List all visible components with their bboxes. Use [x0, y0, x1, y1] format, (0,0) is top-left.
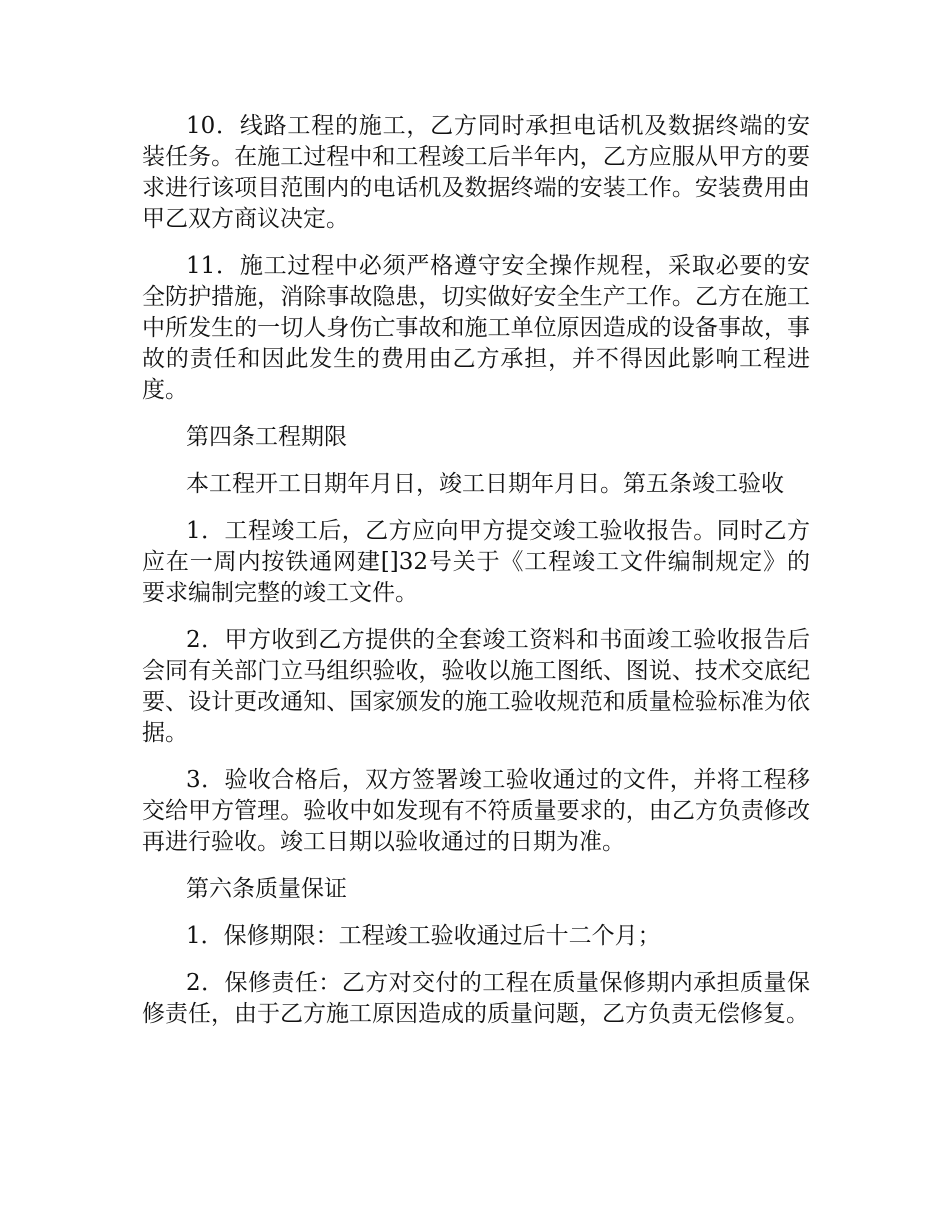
- warranty-item-2-paragraph: 2．保修责任：乙方对交付的工程在质量保修期内承担质量保修责任，由于乙方施工原因造成的质量问题，乙方负责无偿修复。: [142, 970, 810, 1027]
- acceptance-item-3-paragraph: 3．验收合格后，双方签署竣工验收通过的文件，并将工程移交给甲方管理。验收中如发现有不符质量要求的，由乙方负责修改再进行验收。竣工日期以验收通过的日期为准。: [142, 767, 810, 855]
- article-6-heading: 第六条质量保证: [186, 876, 347, 902]
- document-body: [142, 111, 810, 1046]
- clause-10-paragraph: 10．线路工程的施工，乙方同时承担电话机及数据终端的安装任务。在施工过程中和工程竣工后半年内，乙方应服从甲方的要求进行该项目范围内的电话机及数据终端的安装工作。安装费用由甲乙双方商议决定。: [142, 113, 810, 232]
- acceptance-item-2-paragraph: 2．甲方收到乙方提供的全套竣工资料和书面竣工验收报告后会同有关部门立马组织验收，验收以施工图纸、图说、技术交底纪要、设计更改通知、国家颁发的施工验收规范和质量检验标准为依据。: [142, 627, 810, 746]
- clause-11-paragraph: 11．施工过程中必须严格遵守安全操作规程，采取必要的安全防护措施，消除事故隐患，切实做好安全生产工作。乙方在施工中所发生的一切人身伤亡事故和施工单位原因造成的设备事故，事故的责任和因此发生的费用由乙方承担，并不得因此影响工程进度。: [142, 253, 810, 403]
- warranty-item-1-paragraph: 1．保修期限：工程竣工验收通过后十二个月；: [186, 923, 661, 949]
- acceptance-item-1-paragraph: 1．工程竣工后，乙方应向甲方提交竣工验收报告。同时乙方应在一周内按铁通网建[]32号关于《工程竣工文件编制规定》的要求编制完整的竣工文件。: [142, 518, 810, 606]
- article-4-heading: 第四条工程期限: [186, 424, 347, 450]
- construction-period-paragraph: 本工程开工日期年月日，竣工日期年月日。第五条竣工验收: [186, 471, 784, 497]
